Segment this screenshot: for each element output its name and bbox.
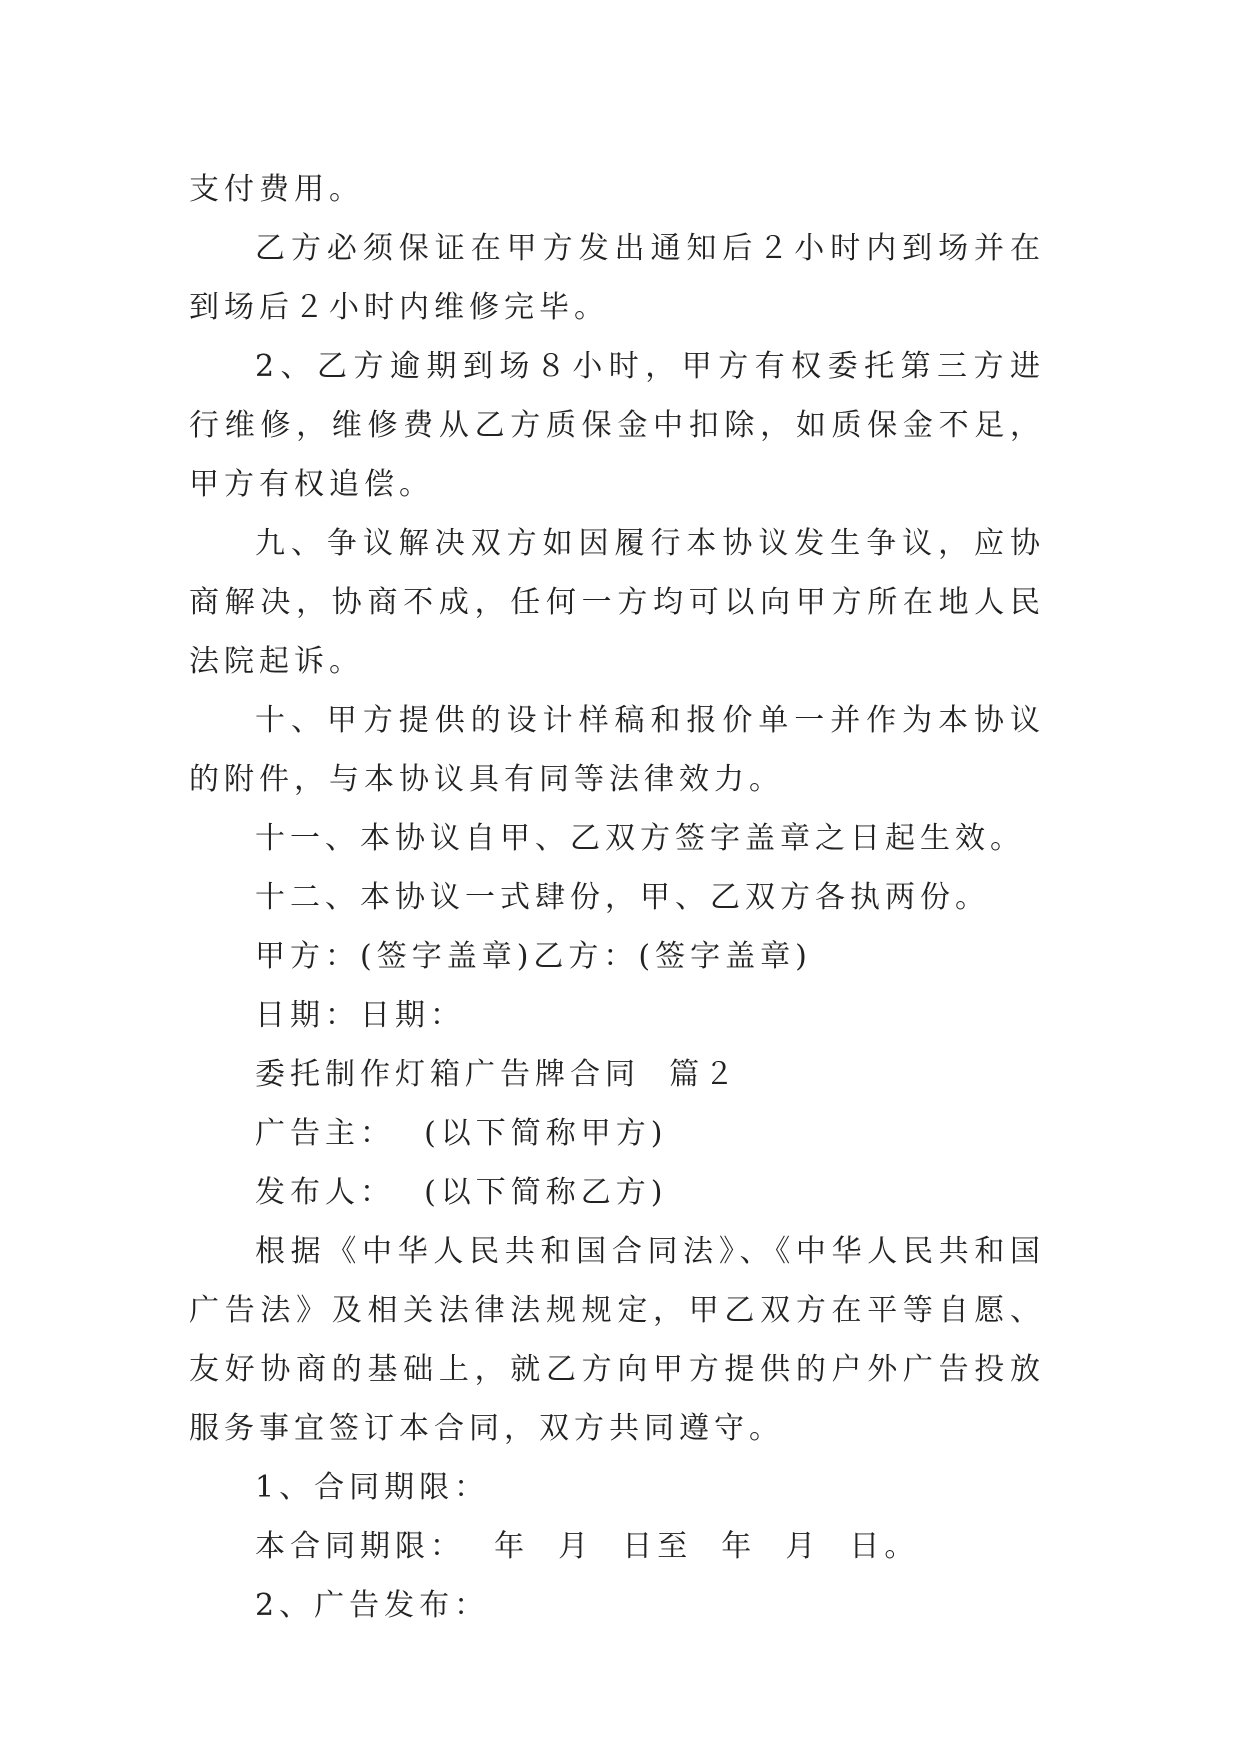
paragraph: 发布人： (以下简称乙方) bbox=[255, 1175, 668, 1210]
paragraph: 广告主： (以下简称甲方) bbox=[255, 1116, 668, 1151]
paragraph: 九、争议解决双方如因履行本协议发生争议，应协商解决，协商不成，任何一方均可以向甲方所在地人民法院起诉。 bbox=[189, 526, 1045, 679]
paragraph: 2、乙方逾期到场８小时，甲方有权委托第三方进行维修，维修费从乙方质保金中扣除，如质保金不足，甲方有权追偿。 bbox=[189, 349, 1045, 502]
signature-line: 甲方：(签字盖章)乙方：(签字盖章) bbox=[255, 939, 812, 974]
section-title: 委托制作灯箱广告牌合同 篇２ bbox=[255, 1057, 740, 1092]
date-line: 日期：日期： bbox=[255, 998, 465, 1033]
paragraph: 2、广告发布： bbox=[255, 1588, 490, 1623]
paragraph: 十二、本协议一式肆份，甲、乙双方各执两份。 bbox=[255, 880, 990, 915]
document-body bbox=[189, 160, 1045, 1635]
paragraph: 十一、本协议自甲、乙双方签字盖章之日起生效。 bbox=[255, 821, 1025, 856]
paragraph: 乙方必须保证在甲方发出通知后２小时内到场并在到场后２小时内维修完毕。 bbox=[189, 231, 1045, 325]
paragraph: 本合同期限： 年 月 日至 年 月 日。 bbox=[255, 1529, 920, 1564]
paragraph: 根据《中华人民共和国合同法》、《中华人民共和国广告法》及相关法律法规规定，甲乙双方在平等自愿、友好协商的基础上，就乙方向甲方提供的户外广告投放服务事宜签订本合同，双方共同遵守。 bbox=[189, 1234, 1045, 1446]
paragraph: 1、合同期限： bbox=[255, 1470, 490, 1505]
paragraph: 十、甲方提供的设计样稿和报价单一并作为本协议的附件，与本协议具有同等法律效力。 bbox=[189, 703, 1045, 797]
paragraph: 支付费用。 bbox=[189, 172, 364, 207]
